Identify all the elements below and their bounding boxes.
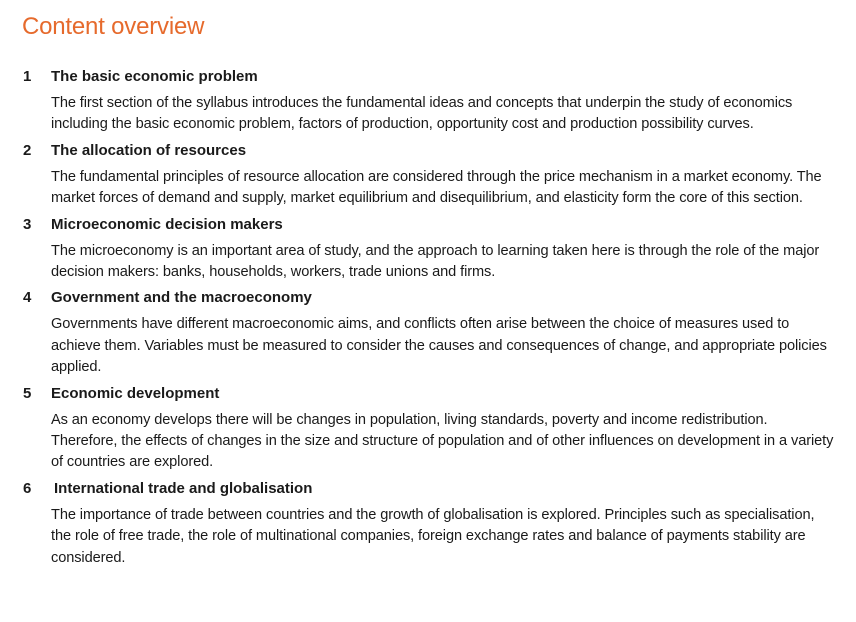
section-item [0,66,856,136]
section-number: 1 [23,68,32,85]
section-heading: The allocation of resources [51,141,247,159]
section-item [0,383,856,474]
section-item [0,214,856,284]
section-body: Governments have different macroeconomic aims, and conflicts often arise between the choice of measures used to achieve them. Variables must be measured to consider the causes and consequences of change, and appropriate policies applied. [51,316,827,376]
section-number: 3 [23,215,32,233]
section-body: The microeconomy is an important area of study, and the approach to learning taken here is through the role of the major decision makers: banks, households, workers, trade unions and firms. [51,242,820,281]
section-list [0,66,856,569]
section-body: As an economy develops there will be changes in population, living standards, poverty and income redistribution. Therefore, the effects of changes in the size and structure of population and of other influences on development in a variety of countries are explored. [51,411,834,471]
section-heading: Microeconomic decision makers [51,215,283,233]
section-body: The first section of the syllabus introduces the fundamental ideas and concepts that underpin the study of economics including the basic economic problem, factors of production, opportunity cost and production possibility curves. [51,95,793,133]
section-item [0,478,856,569]
section-heading: The basic economic problem [51,68,258,85]
section-item [0,140,856,210]
section-number: 5 [23,384,32,402]
section-heading: Government and the macroeconomy [51,289,312,307]
section-number: 6 [23,479,32,497]
section-body: The importance of trade between countries and the growth of globalisation is explored. Principles such as specialisation, the role of free trade, the role of multinational companies, foreign exchange rates and balance of payments stability are considered. [51,506,815,566]
section-number: 2 [23,141,32,159]
section-body: The fundamental principles of resource allocation are considered through the price mechanism in a market economy. The market forces of demand and supply, market equilibrium and disequilibrium, and elasticity form the core of this section. [51,168,822,207]
page-title: Content overview [22,13,205,40]
section-heading: International trade and globalisation [54,479,313,497]
section-item [0,287,856,378]
section-heading: Economic development [51,384,220,402]
section-number: 4 [23,289,32,307]
